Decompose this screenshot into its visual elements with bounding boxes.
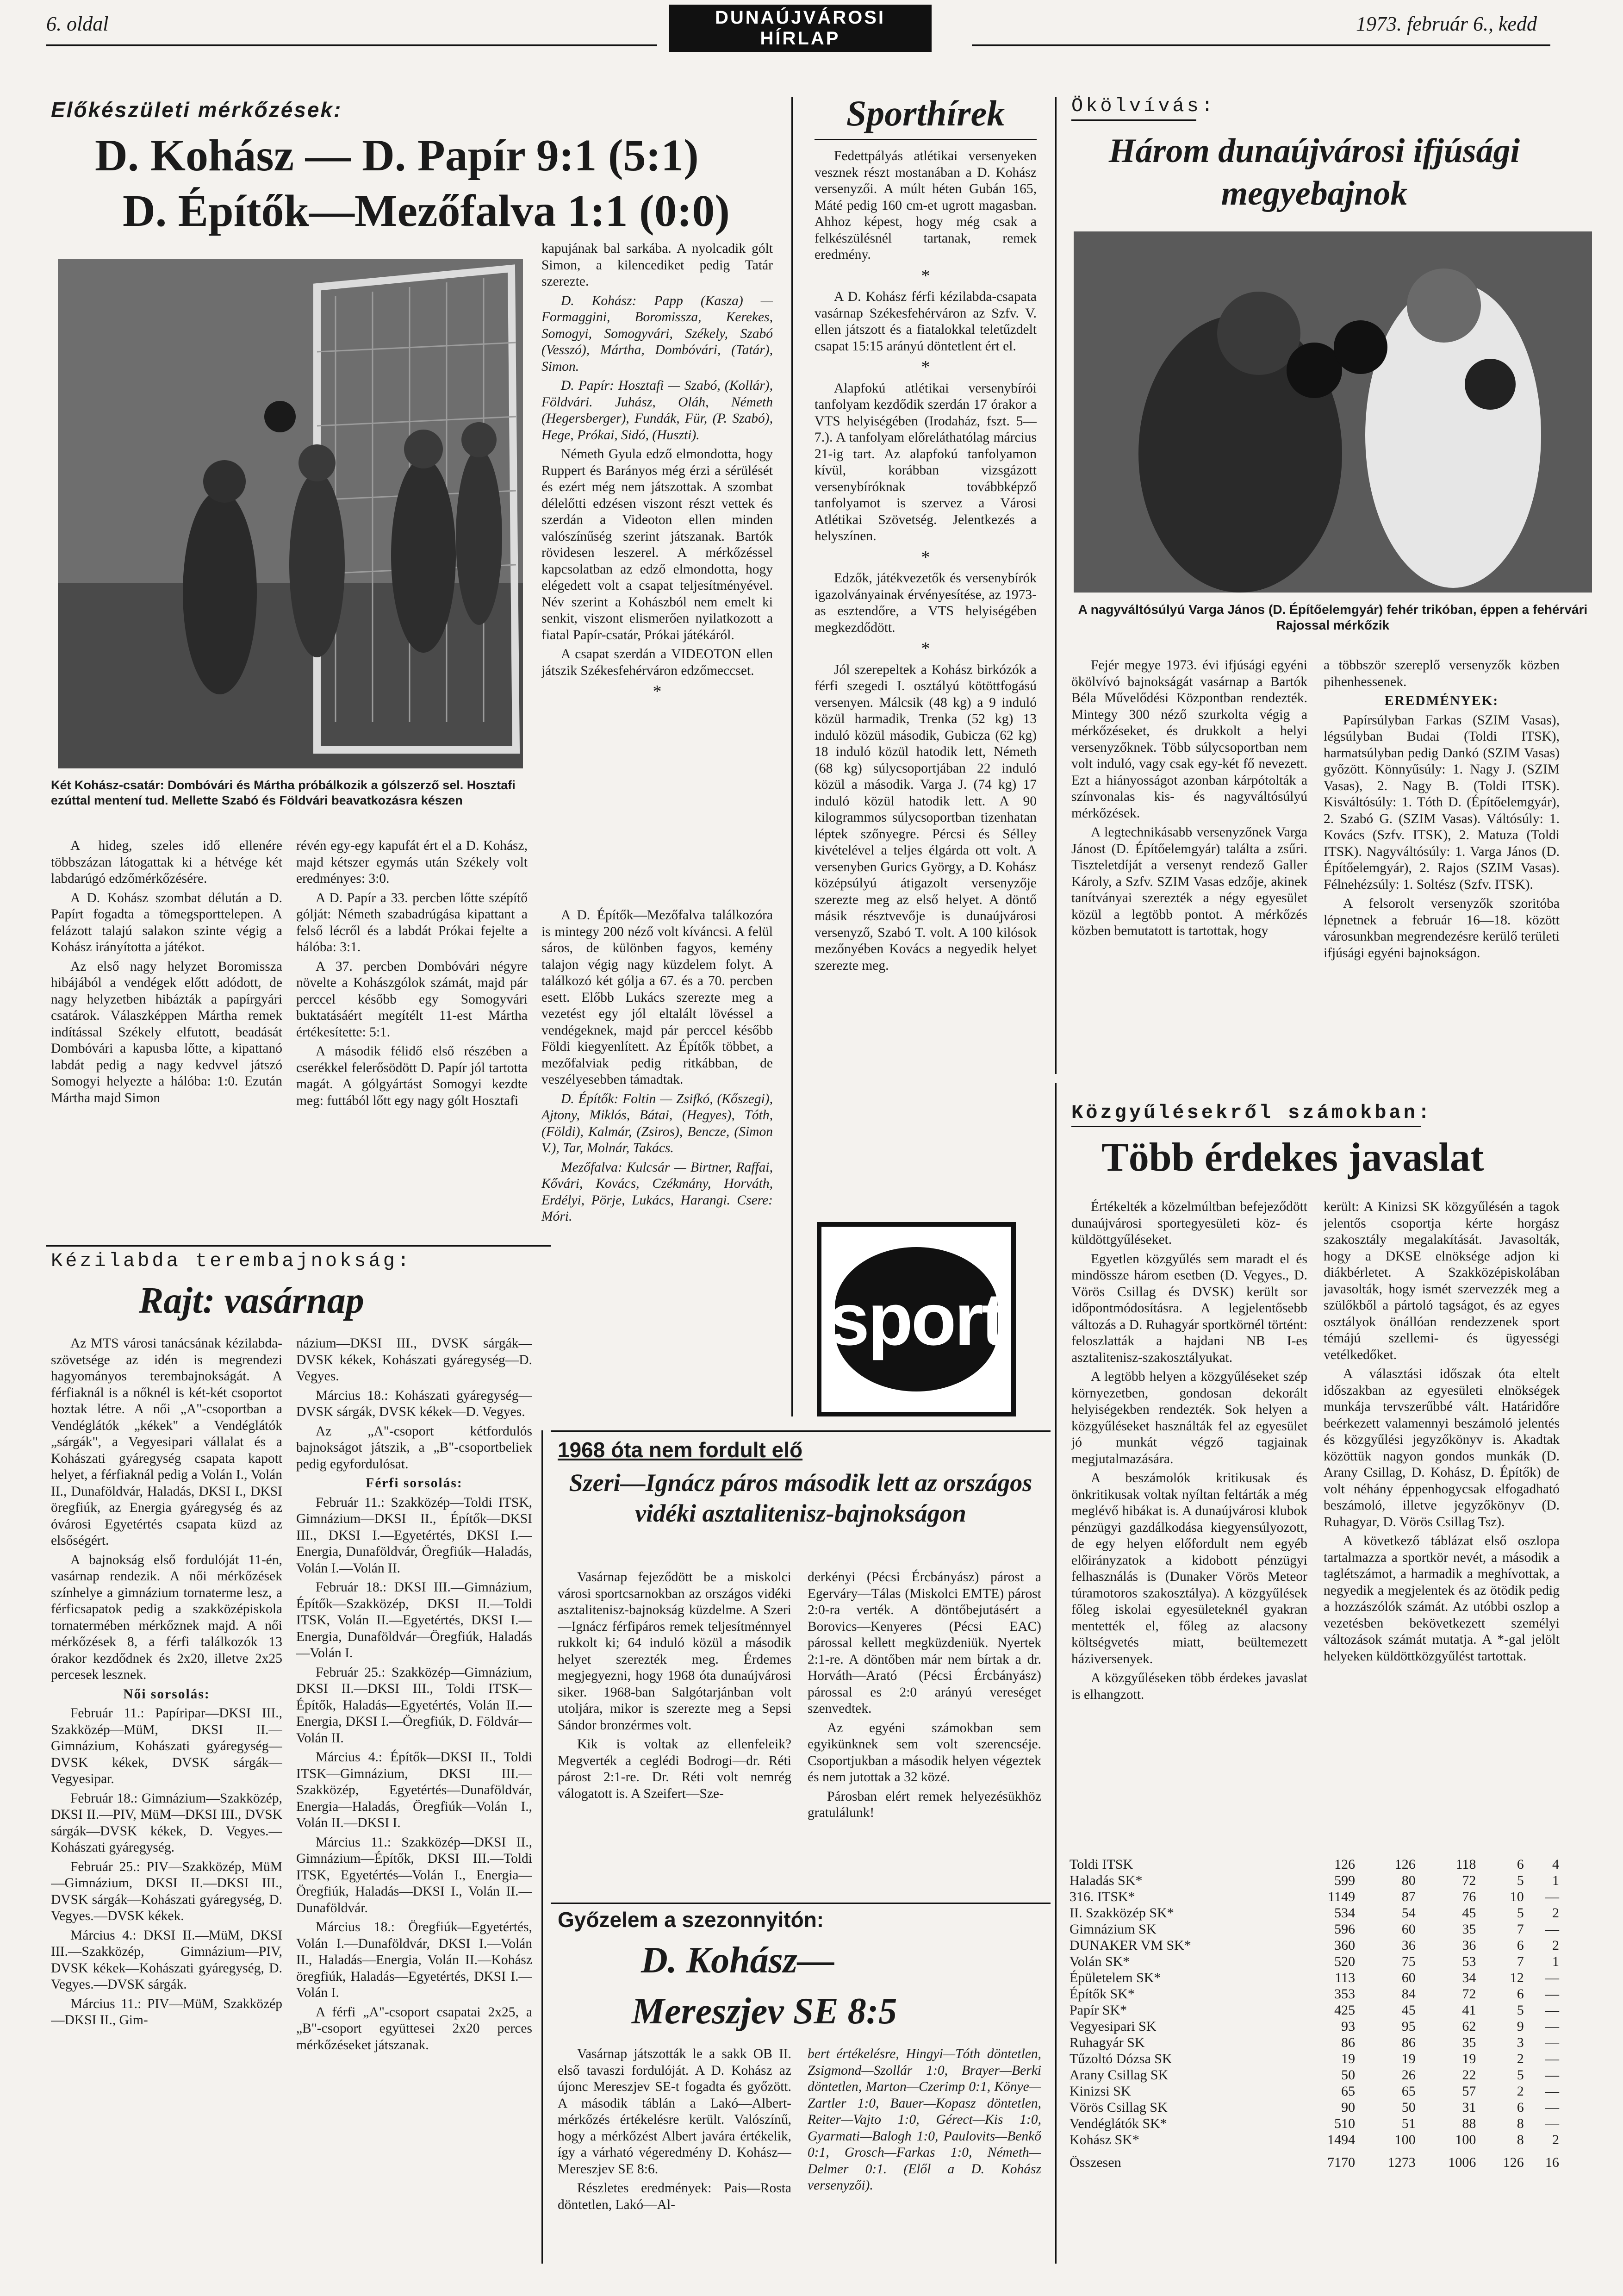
table-cell-number: 1149 xyxy=(1328,1889,1356,1904)
table-cell-number: 100 xyxy=(1455,2132,1476,2147)
table-cell-number: — xyxy=(1545,1922,1559,1937)
table-cell-number: 596 xyxy=(1334,1922,1356,1937)
table-cell-club: Építők SK* xyxy=(1070,1986,1135,2002)
table-cell-number: 90 xyxy=(1341,2100,1356,2115)
issue-date: 1973. február 6., kedd xyxy=(1356,12,1537,35)
table-cell-number: 19 xyxy=(1401,2051,1416,2066)
handball-para: Az MTS városi tanácsának kézilabda-szövetsége az idén is megrendezi hagyományos terembajnokságát. A férfiaknál is a nőknél is két-két csoportot hoztak létre. A női „A"-csoportban a Vendéglátók „kékek" a Vendéglátók „sárgák", a Vegyesipari vállalat és a Kohászati gyáregység csapata kapott helyet, a férfiaknál pedig a Volán I., Volán II., Dunaföldvár, Haladás, DKSI I., DKSI öregfiúk, az Energia gyáregység és az óvárosi Egyetértés csapata küzd az elsőségért. xyxy=(51,1336,282,1548)
table-cell-number: 2 xyxy=(1517,2084,1524,2099)
table-row xyxy=(1067,2083,1562,2099)
boxing-headline: Három dunaújvárosi ifjúsági megyebajnok xyxy=(1108,132,1520,212)
table-cell-number: 88 xyxy=(1462,2116,1476,2131)
table-cell-number: 41 xyxy=(1462,2003,1476,2018)
table-cell-number: 60 xyxy=(1401,1922,1416,1937)
table-cell-number: 7170 xyxy=(1327,2155,1356,2170)
chess-column-1 xyxy=(558,2046,791,2268)
boxing-closing: A felsorolt versenyzők szoritóba lépnetnek a február 16—18. között városunkban megrendezésre kerülő területi ifjúsági egyéni bajnokságon. xyxy=(1324,896,1560,961)
separator-star: * xyxy=(653,682,662,701)
assembly-para: A közgyűléseken több érdekes javaslat is elhangzott. xyxy=(1071,1671,1307,1702)
table-cell-number: — xyxy=(1545,1986,1559,2002)
table-cell-number: — xyxy=(1545,2019,1559,2034)
lineup-kohasz: D. Kohász: Papp (Kasza) — Formaggini, Boromissza, Kerekes, Somogyi, Somogyvári, Székely, Szabó (Vesszó), Mártha, Dombóvári, (Tatár), Simon. xyxy=(541,293,773,374)
table-cell-number: 425 xyxy=(1334,2003,1356,2018)
table-cell-club: Papír SK* xyxy=(1070,2003,1127,2018)
table-cell-number: 100 xyxy=(1394,2132,1416,2147)
tabletennis-column-2 xyxy=(808,1569,1041,1903)
boxing-para: a többször szereplő versenyzők közben pihenhessenek. xyxy=(1324,658,1560,689)
boxing-kicker: Ökölvívás: xyxy=(1071,95,1216,117)
men-draw-item: A férfi „A"-csoport csapatai 2x25, a „B"-csoport együttesei 2x20 perces mérkőzéseket játszanak. xyxy=(296,2004,532,2053)
match-headline-2: D. Építők—Mezőfalva 1:1 (0:0) xyxy=(123,186,730,236)
table-cell-number: 2 xyxy=(1517,2051,1524,2066)
men-draw-item: Február 18.: DKSI III.—Gimnázium, Építők—Szakközép, DKSI II.—Toldi ITSK, Volán II.—Egyetértés, DKSI I.—Energia, Dunaföldvár—Öregfiúk, Haladás—Volán I. xyxy=(296,1580,532,1660)
table-cell-club: Tűzoltó Dózsa SK xyxy=(1070,2051,1172,2066)
masthead: DUNAÚJVÁROSI HÍRLAP xyxy=(669,5,932,52)
table-row xyxy=(1067,1937,1562,1953)
table-cell-number: 534 xyxy=(1334,1905,1356,1921)
lineup-mezofalva: Mezőfalva: Kulcsár — Birtner, Raffai, Kővári, Kovács, Czékmány, Horváth, Erdélyi, Pörje, Lukács, Harangi. Csere: Móri. xyxy=(541,1160,773,1224)
table-row xyxy=(1067,1986,1562,2002)
assembly-headline: Több érdekes javaslat xyxy=(1101,1135,1484,1180)
tabletennis-kicker: 1968 óta nem fordult elő xyxy=(558,1438,803,1462)
separator-star: * xyxy=(921,266,930,286)
chess-para: bert értékelésre, Hingyi—Tóth döntetlen, Zsigmond—Szollár 1:0, Brayer—Berki döntetlen, Marton—Czerimp 0:1, Könye—Zartler 1:0, Bauer—Kopasz döntetlen, Reiter—Vajto 1:0, Gérect—Kis 1:0, Gyarmati—Balogh 1:0, Paulovits—Benkő 0:1, Grosch—Farkas 1:0, Németh—Delmer 0:1. (Elől a D. Kohász versenyzői). xyxy=(808,2046,1041,2193)
football-photo xyxy=(58,259,523,768)
tabletennis-top-rule xyxy=(551,1430,1051,1432)
match-column-2 xyxy=(296,838,528,1257)
assembly-kicker-rule xyxy=(1071,1126,1421,1127)
news-item: Edzők, játékvezetők és versenybírók igazolványainak érvényesítése, az 1973-as esztendőre, a VTS helyiségében megkezdődött. xyxy=(815,571,1037,635)
table-cell-number: 65 xyxy=(1401,2084,1416,2099)
table-cell-club: Toldi ITSK xyxy=(1070,1857,1133,1872)
table-cell-number: 1 xyxy=(1552,1954,1559,1969)
table-cell-club: Arany Csillag SK xyxy=(1070,2067,1169,2083)
table-cell-number: 84 xyxy=(1401,1986,1416,2002)
table-cell-number: 3 xyxy=(1517,2035,1524,2050)
match-para: révén egy-egy kapufát ért el a D. Kohász, majd kétszer egymás után Székely volt eredményes: 3:0. xyxy=(296,838,528,886)
boxing-para: A legtechnikásabb versenyzőnek Varga Jánost (D. Építőelemgyár) találta a zsűri. Tiszteletdíját a versenyt rendező Galler Károly, a Szfv. SZIM Vasas edzője, akinek tanítványai szerezték a négy egyesület közül a legtöbb pontot. A mérkőzés közben bemutatott is tartottak, hogy xyxy=(1071,825,1307,938)
assembly-column-1 xyxy=(1071,1199,1307,1801)
tabletennis-para: derkényi (Pécsi Ércbányász) párost a Egerváry—Tálas (Miskolci EMTE) párost 2:0-ra verték. A döntőbejutásért a Borovics—Kenyeres (Pécsi EAC) párossal kellett megküzdeniük. Nyertek 2:1-re. A döntőben már nem bírtak a dr. Horváth—Arató (Pécsi Ércbányász) párossal es 2:0 arányú vereséget szenvedtek. xyxy=(808,1570,1041,1716)
boxing-column-2 xyxy=(1324,657,1560,1074)
men-draw-item: Március 11.: Szakközép—DKSI II., Gimnázium—Építők, DKSI III.—Toldi ITSK, Egyetértés—Volán I., Energia—Öregfiúk, Haladás—DKSI I., Volán II.—Dunaföldvár. xyxy=(296,1834,532,1915)
match-column-3 xyxy=(541,241,773,907)
table-cell-number: 5 xyxy=(1517,1873,1524,1888)
table-row xyxy=(1067,2034,1562,2051)
women-draw-item: Február 18.: Gimnázium—Szakközép, DKSI II.—PIV, MüM—DKSI III., DVSK sárgák—DVSK kékek, D. Vegyes.—Kohászati gyáregység. xyxy=(51,1791,282,1855)
column-rule xyxy=(791,97,793,1416)
assembly-table-body xyxy=(1067,1856,1562,2171)
table-cell-number: 75 xyxy=(1401,1954,1416,1969)
table-cell-club: Haladás SK* xyxy=(1070,1873,1143,1888)
table-cell-number: 5 xyxy=(1517,1905,1524,1921)
table-cell-number: 34 xyxy=(1462,1970,1476,1985)
table-cell-number: 86 xyxy=(1401,2035,1416,2050)
table-cell-number: 87 xyxy=(1401,1889,1416,1904)
match-para: Az első nagy helyzet Boromissza hibájából a vendégek előtt adódott, de nagy helyzetben hibázták a papírgyári csatárok. Válaszképpen Mártha remek indítással Székely elfutott, beadását Dombóvári a kapusba lőtte, a kipattanó labdát pedig a nagy kedvvel játszó Somogyi helyezte a hálóba: 1:0. Ezután Mártha majd Simon xyxy=(51,959,282,1105)
table-cell-number: 12 xyxy=(1510,1970,1524,1985)
table-cell-club: Volán SK* xyxy=(1070,1954,1130,1969)
table-cell-number: 62 xyxy=(1462,2019,1476,2034)
boxing-photo-caption: A nagyváltósúlyú Varga János (D. Építőelemgyár) fehér trikóban, éppen a fehérvári Rajossal mérkőzik xyxy=(1078,602,1588,632)
lineup-papir: D. Papír: Hosztafi — Szabó, (Kollár), Földvári. Juhász, Oláh, Németh (Hegersberger), Fundák, Für, (P. Szabó), Hege, Prókai, Sidó, (Huszti). xyxy=(541,378,773,443)
women-draw-item: Február 11.: Papíripar—DKSI III., Szakközép—MüM, DKSI II.—Gimnázium, Kohászati gyáregység—DVSK kékek, DVSK sárgák—Vegyesipar. xyxy=(51,1706,282,1786)
sporthirek-title: Sporthírek xyxy=(846,93,1005,133)
men-draw-title: Férfi sorsolás: xyxy=(366,1476,463,1491)
table-row xyxy=(1067,2002,1562,2018)
table-row xyxy=(1067,2132,1562,2148)
table-row xyxy=(1067,1905,1562,1921)
separator-star: * xyxy=(921,639,930,658)
match-column-1 xyxy=(51,838,282,1257)
table-cell-number: 93 xyxy=(1341,2019,1356,2034)
results-title: EREDMÉNYEK: xyxy=(1384,693,1499,708)
separator-star: * xyxy=(921,547,930,567)
table-cell-number: 60 xyxy=(1401,1970,1416,1985)
handball-column-1 xyxy=(51,1335,282,2261)
assembly-para: Értékelték a közelmúltban befejeződött dunaújvárosi sportegyesületi köz- és küldöttgyűléseket. xyxy=(1071,1199,1307,1247)
chess-headline-2: Mereszjev SE 8:5 xyxy=(632,1991,897,2032)
table-cell-number: 353 xyxy=(1334,1986,1356,2002)
table-cell-club: Ruhagyár SK xyxy=(1070,2035,1145,2050)
table-cell-number: 8 xyxy=(1517,2116,1524,2131)
match-para: A második félidő első részében a cserékkel felerősödött D. Papír jól tartotta magát. A gólgyártást Somogyi kezdte meg: futtából lőtt egy nagy gólt Hosztafi xyxy=(296,1044,528,1108)
chess-headline-1: D. Kohász— xyxy=(641,1940,834,1981)
chess-para: Vasárnap játszották le a sakk OB II. első tavaszi fordulóját. A D. Kohász az újonc Mereszjev SE-t fogadta és győzött. A második táblán a Lakó—Albert-mérkőzés értékelésre került. Valószínű, hogy a mérkőzést Albert javára értékelik, így a várható végeredmény D. Kohász—Mereszjev SE 8:6. xyxy=(558,2046,791,2177)
women-draw-item: Február 25.: PIV—Szakközép, MüM—Gimnázium, DKSI II.—DKSI III., DVSK sárgák—Kohászati gyáregység, D. Vegyes.—DVSK kékek. xyxy=(51,1859,282,1923)
match-para: A hideg, szeles idő ellenére többszázan látogattak ki a hétvége két labdarúgó edzőmérkőzésére. xyxy=(51,838,282,886)
boxing-kicker-rule xyxy=(1071,119,1196,121)
table-row xyxy=(1067,2067,1562,2083)
separator-star: * xyxy=(921,357,930,377)
boxing-column-1 xyxy=(1071,657,1307,1074)
table-row xyxy=(1067,1953,1562,1970)
table-cell-number: 7 xyxy=(1517,1922,1524,1937)
football-photo-illustration xyxy=(58,259,523,768)
table-cell-number: 57 xyxy=(1462,2084,1476,2099)
table-cell-number: — xyxy=(1545,2067,1559,2083)
table-cell-number: 360 xyxy=(1334,1938,1356,1953)
table-cell-club: Vörös Csillag SK xyxy=(1070,2100,1168,2115)
column-rule xyxy=(1055,1083,1057,2264)
table-cell-number: 80 xyxy=(1401,1873,1416,1888)
table-cell-number: 72 xyxy=(1462,1986,1476,2002)
assembly-para: A választási időszak óta eltelt időszakban az egyesületi elnökségek munkája tervszerűbbé vált. Határidőre beérkezett valamennyi beszámoló jelentés és közgyűlési jegyzőkönyv is. Akadtak közöttük nagyon gondos munkák (D. Arany Csillag, D. Kohász, D. Építők) de volt néhány éppenhogycsak elfogadható beszámoló, illetve jegyzőkönyv (D. Ruhagyar, D. Vörös Csillag Tsz). xyxy=(1324,1366,1560,1529)
table-cell-number: 10 xyxy=(1510,1889,1524,1904)
boxing-photo xyxy=(1074,231,1592,593)
table-cell-number: 6 xyxy=(1517,1986,1524,2002)
table-row xyxy=(1067,1889,1562,1905)
table-cell-number: — xyxy=(1545,2116,1559,2131)
column-rule xyxy=(1055,97,1057,1074)
women-draw-item: Március 11.: PIV—MüM, Szakközép—DKSI II., Gim- xyxy=(51,1996,282,2028)
chess-para: Részletes eredmények: Pais—Rosta döntetlen, Lakó—Al- xyxy=(558,2181,791,2212)
table-cell-number: 19 xyxy=(1341,2051,1356,2066)
table-cell-number: 36 xyxy=(1401,1938,1416,1953)
table-cell-number: 50 xyxy=(1401,2100,1416,2115)
table-cell-number: — xyxy=(1545,2100,1559,2115)
table-cell-club: Vegyesipari SK xyxy=(1070,2019,1157,2034)
table-cell-number: 4 xyxy=(1552,1857,1559,1872)
table-row xyxy=(1067,2099,1562,2115)
table-cell-number: 50 xyxy=(1341,2067,1356,2083)
table-cell-number: 2 xyxy=(1552,1905,1559,1921)
news-item: Fedettpályás atlétikai versenyeken vesznek részt mostanában a D. Kohász versenyzői. A múlt héten Gubán 165, Máté pedig 160 cm-et ugrott magasban. Ahhoz képest, hogy még csak a felkészülésnél tartanak, remek eredmény. xyxy=(815,149,1037,262)
news-item: Alapfokú atlétikai versenybírói tanfolyam kezdődik szerdán 17 órakor a VTS helyiségében (Irodaház, fszt. 5—7.). A tanfolyam előreláthatólag március 21-ig tart. Az alapfokú tanfolyamon kívül, korábban vizsgázott versenybíróknak továbbképző tanfolyamot is szervez a Városi Atlétikai Szövetség. Jelentkezés a helyszínen. xyxy=(815,381,1037,543)
table-cell-number: 126 xyxy=(1394,1857,1416,1872)
table-row xyxy=(1067,1970,1562,1986)
table-cell-number: 65 xyxy=(1341,2084,1356,2099)
table-cell-number: 95 xyxy=(1401,2019,1416,2034)
column-rule xyxy=(541,1430,543,2264)
table-row xyxy=(1067,2115,1562,2132)
table-row xyxy=(1067,1856,1562,1872)
table-cell-number: 86 xyxy=(1341,2035,1356,2050)
assembly-para: került: A Kinizsi SK közgyűlésén a tagok jelentős csoportja kérte horgász szakosztály megalakítását. Javasolták, hogy a DKSE elnöksége adjon ki diákbérletet. A Szakközépiskolában javasolták, hogy ismét szervezzék meg a szülőkből a pártoló tagságot, és az egyes osztályok önállóan rendezzenek sport témájú szellemi- és ügyességi vetélkedőket. xyxy=(1324,1199,1560,1362)
women-draw-item: Március 4.: DKSI II.—MüM, DKSI III.—Szakközép, Gimnázium—PIV, DVSK kékek—Kohászati gyáregység, D. Vegyes.—DVSK sárgák. xyxy=(51,1928,282,1992)
table-cell-number: 26 xyxy=(1401,2067,1416,2083)
table-cell-number: 5 xyxy=(1517,2003,1524,2018)
table-cell-number: 1006 xyxy=(1448,2155,1476,2170)
table-cell-club: Összesen xyxy=(1070,2155,1121,2170)
news-item: Jól szerepeltek a Kohász birkózók a férfi szegedi I. osztályú kötöttfogású versenyen. Málcsik (48 kg) a 9 induló közül harmadik, Trenka (52 kg) 13 induló közül második, Gubicza (62 kg) 18 induló közül hatodik lett, Németh (68 kg) súlycsoportjában 22 induló közül a második. Varga J. (74 kg) 17 induló közül hatodik lett. A 90 kilogrammos súlycsoportban tizenhatan léptek szőnyegre. Pércsi és Sélley kivételével a teljes élgárda ott volt. A versenyben Gurics György, a D. Kohász középsúlyú átigazolt versenyzője szerezte meg az első helyet. A döntő másik résztvevője is dunaújvárosi versenyző, Szabó T. volt. A 100 kilósok mezőnyében Kovács a negyedik helyet szerezte meg. xyxy=(815,662,1037,973)
handball-para: Március 18.: Kohászati gyáregység—DVSK sárgák, DVSK kékek—D. Vegyes. xyxy=(296,1388,532,1419)
tabletennis-headline: Szeri—Ignácz páros második lett az országos vidéki asztalitenisz-bajnokságon xyxy=(569,1469,1032,1527)
table-cell-number: 126 xyxy=(1334,1857,1356,1872)
lineup-epitok: D. Építők: Foltin — Zsifkó, (Kőszegi), Ajtony, Miklós, Bátai, (Hegyes), Tóth, (Földi), Kalmár, (Zsiros), Bencze, (Simon V.), Tar, Molnár, Takács. xyxy=(541,1091,773,1155)
table-cell-number: 35 xyxy=(1462,2035,1476,2050)
table-cell-number: 1 xyxy=(1552,1873,1559,1888)
tabletennis-para: Kik is voltak az ellenfeleik? Megverték a ceglédi Bodrogi—dr. Réti párost 2:1-re. Dr. Réti volt nemrég válogatott is. A Szeifert—Sze- xyxy=(558,1737,791,1801)
table-cell-number: 5 xyxy=(1517,2067,1524,2083)
men-draw-item: Február 25.: Szakközép—Gimnázium, DKSI II.—DKSI III., Toldi ITSK—Építők, Haladás—Egyetértés, Volán II.—Energia, DKSI I.—Öregfiúk, D. Földvár—Volán II. xyxy=(296,1665,532,1746)
sport-logo xyxy=(817,1222,1016,1416)
table-cell-number: 31 xyxy=(1462,2100,1476,2115)
table-cell-number: — xyxy=(1545,2035,1559,2050)
table-row xyxy=(1067,1872,1562,1889)
handball-top-rule xyxy=(46,1245,551,1247)
table-cell-club: Vendéglátók SK* xyxy=(1070,2116,1167,2131)
handball-column-2 xyxy=(296,1335,532,2261)
assembly-para: Egyetlen közgyűlés sem maradt el és mindössze három esetben (D. Vegyes., D. Vörös Csillag és DVSK) került sor időpontmódosításra. A legjelentősebb változás a D. Ruhagyár sportkörnél történt: feloszlatták a hajdani NB I-es asztalitenisz-szakosztályukat. xyxy=(1071,1251,1307,1365)
match-para: A 37. percben Dombóvári négyre növelte a Kohászgólok számát, majd pár perccel később egy Somogyvári buktatásáért megítélt 11-est Mártha értékesítette: 5:1. xyxy=(296,959,528,1040)
table-row xyxy=(1067,2051,1562,2067)
boxing-results: Papírsúlyban Farkas (SZIM Vasas), légsúlyban Budai (Toldi ITSK), harmatsúlyban pedig Dankó (SZIM Vasas) győzött. Könnyűsúly: 1. Nagy J. (SZIM Vasas), 2. Nagy B. (Toldi ITSK). Kisváltósúly: 1. Tóth D. (Építőelemgyár), 2. Szabó G. (SZIM Vasas). Váltósúly: 1. Kovács (Szfv. ITSK), 2. Matuza (Toldi ITSK). Nagyváltósúly: 1. Varga János (D. Építőelemgyár), 2. Rajos (SZIM Vasas). Félnehézsúly: 1. Soltész (Szfv. ITSK). xyxy=(1324,712,1560,892)
table-cell-club: Gimnázium SK xyxy=(1070,1922,1157,1937)
assembly-para: A beszámolók kritikusak és önkritikusak voltak nyíltan feltárták a még meglévő hibákat is. A dunaújvárosi klubok pénzügyi gazdálkodása kiegyensúlyozott, de egy helyen előfordult nem egyéb előirányzatok a kidobott pénzügyi felhasználás is (Dunaker Vörös Meteor túramotoros szakosztálya). A közgyűlések főleg iskolai egyesületeknél gyakran mentették el, főleg az alacsony költségvetés miatt, beültemezett háziversenyek. xyxy=(1071,1471,1307,1666)
table-cell-club: Kohász SK* xyxy=(1070,2132,1139,2147)
match-kicker: Előkészületi mérkőzések: xyxy=(51,98,342,122)
boxing-photo-illustration xyxy=(1074,231,1592,593)
chess-top-rule xyxy=(551,1903,1051,1904)
table-total-row xyxy=(1067,2148,1562,2171)
table-cell-number: 510 xyxy=(1334,2116,1356,2131)
chess-kicker: Győzelem a szezonnyitón: xyxy=(558,1908,824,1932)
table-cell-number: 51 xyxy=(1401,2116,1416,2131)
table-cell-number: 54 xyxy=(1401,1905,1416,1921)
table-row xyxy=(1067,1921,1562,1937)
epitok-para: A D. Építők—Mezőfalva találkozóra is mintegy 200 néző volt kíváncsi. A felül sáros, de különben fagyos, kemény talajon végig nagy küzdelem folyt. A találkozó két gólja a 67. és a 70. percben esett. Előbb Lukács szerezte meg a vezetést egy jól eltalált lövéssel a vendégeknek, majd pár perccel később Földi kiegyenlített. Az Építők többet, a mezőfalviak pedig ritkábban, de veszélyesebben támadtak. xyxy=(541,908,773,1087)
tabletennis-para: Vasárnap fejeződött be a miskolci városi sportcsarnokban az országos vidéki asztalitenisz-bajnokság küzdelme. A Szeri—Ignácz férfipáros remek teljesítménnyel rukkolt ki; 64 induló közül a második helyet szerezték meg. Érdemes megjegyezni, hogy 1968 óta dunaújvárosi siker. 1968-ban Salgótarjánban volt utoljára, mikor is szerezte meg a Sepsi Sándor bronzérmes volt. xyxy=(558,1570,791,1733)
match-para: A D. Kohász szombat délután a D. Papírt fogadta a tömegsporttelepen. A felázott talajú salakon szinte végig a Kohász irányította a játékot. xyxy=(51,890,282,955)
table-cell-number: 72 xyxy=(1462,1873,1476,1888)
boxing-para: Fejér megye 1973. évi ifjúsági egyéni ökölvívó bajnokságát vasárnap a Bartók Béla Művelődési Központban rendezték. Mintegy 300 néző szurkolta végig a mérkőzéseket, és drukkolt a helyi versenyzőknek. Több súlycsoportban nem volt induló, vagy csak egy-két fő nevezett. Ezt a hiányosságot azonban kárpótolták a színvonalas kis- és nagyváltósúlyú mérkőzések. xyxy=(1071,658,1307,821)
assembly-column-2 xyxy=(1324,1199,1560,1852)
assembly-table xyxy=(1067,1856,1562,2171)
news-item: A D. Kohász férfi kézilabda-csapata vasárnap Székesfehérváron az Szfv. V. ellen játszott és a fiatalokkal teletűzdelt csapat 15:15 arányú döntetlent ért el. xyxy=(815,289,1037,354)
table-cell-number: 9 xyxy=(1517,2019,1524,2034)
table-cell-number: 1494 xyxy=(1327,2132,1356,2147)
men-draw-item: Február 11.: Szakközép—Toldi ITSK, Gimnázium—DKSI II., Építők—DKSI III., DKSI I.—Egyetértés, DKSI I.—Energia, Dunaföldvár, Öregfiúk—Haladás, Volán I.—Volán II. xyxy=(296,1495,532,1576)
match-para: A csapat szerdán a VIDEOTON ellen játszik Székesfehérváron edzőmeccset. xyxy=(541,647,773,678)
table-cell-number: — xyxy=(1545,2051,1559,2066)
table-cell-number: 16 xyxy=(1545,2155,1559,2170)
handball-kicker: Kézilabda terembajnokság: xyxy=(51,1250,412,1272)
table-cell-number: 36 xyxy=(1462,1938,1476,1953)
match-para: kapujának bal sarkába. A nyolcadik gólt Simon, a kilencediket pedig Tatár szerezte. xyxy=(541,241,773,289)
header-rule-left xyxy=(46,44,657,46)
table-cell-number: 53 xyxy=(1462,1954,1476,1969)
handball-headline: Rajt: vasárnap xyxy=(139,1280,364,1321)
sporthirek-rule xyxy=(815,139,1037,140)
page-number: 6. oldal xyxy=(46,12,109,35)
table-cell-club: II. Szakközép SK* xyxy=(1070,1905,1174,1921)
women-draw-title: Női sorsolás: xyxy=(123,1686,210,1702)
table-cell-number: 113 xyxy=(1335,1970,1356,1985)
table-cell-number: 7 xyxy=(1517,1954,1524,1969)
table-cell-number: 45 xyxy=(1401,2003,1416,2018)
sport-logo-text: sport xyxy=(835,1247,998,1391)
table-cell-club: Épületelem SK* xyxy=(1070,1970,1161,1985)
tabletennis-para: Az egyéni számokban sem egyikünknek sem volt szerencséje. Csoportjukban a második helyen végeztek és nem jutottak a 32 közé. xyxy=(808,1720,1041,1784)
table-cell-club: Kinizsi SK xyxy=(1070,2084,1131,2099)
table-cell-number: 19 xyxy=(1462,2051,1476,2066)
table-row xyxy=(1067,2018,1562,2034)
men-draw-item: Március 4.: Építők—DKSI II., Toldi ITSK—Gimnázium, DKSI III.—Szakközép, Egyetértés—Dunaföldvár, Energia—Haladás, Öregfiúk—Volán I., Volán II.—DKSI I. xyxy=(296,1750,532,1830)
table-cell-number: 6 xyxy=(1517,2100,1524,2115)
table-cell-number: 118 xyxy=(1455,1857,1476,1872)
table-cell-number: 45 xyxy=(1462,1905,1476,1921)
sporthirek-column xyxy=(815,148,1037,1250)
header-rule-right xyxy=(972,44,1550,46)
chess-column-2 xyxy=(808,2046,1041,2268)
assembly-para: A legtöbb helyen a közgyűléseket szép környezetben, gondosan dekorált helyiségekben rendezték. Sok helyen a közgyűléseket használták fel az egyesület jó munkát végző tagjainak megjutalmazására. xyxy=(1071,1369,1307,1466)
table-cell-number: 520 xyxy=(1334,1954,1356,1969)
table-cell-number: — xyxy=(1545,1970,1559,1985)
table-cell-number: 126 xyxy=(1503,2155,1524,2170)
handball-para: A bajnokság első fordulóját 11-én, vasárnap rendezik. A női mérkőzések színhelye a gimnázium tornaterme lesz, a férficsapatok pedig a szakközépiskola tornatermében mérkőznek majd. A női mérkőzések 8, a férfi találkozók 13 órakor kezdődnek és 2x20, illetve 2x25 percesek lesznek. xyxy=(51,1552,282,1682)
table-cell-number: 2 xyxy=(1552,1938,1559,1953)
table-cell-number: 2 xyxy=(1552,2132,1559,2147)
epitok-column xyxy=(541,907,773,1426)
table-cell-number: 6 xyxy=(1517,1938,1524,1953)
men-draw-item: Március 18.: Öregfiúk—Egyetértés, Volán I.—Dunaföldvár, DKSI I.—Volán II., Haladás—Energia, Volán II.—Kohász öregfiúk, Haladás—Egyetértés, DKSI I.—Volán I. xyxy=(296,1920,532,2000)
table-cell-club: 316. ITSK* xyxy=(1070,1889,1135,1904)
match-headline-1: D. Kohász — D. Papír 9:1 (5:1) xyxy=(95,131,699,181)
table-cell-number: 599 xyxy=(1334,1873,1356,1888)
tabletennis-para: Párosban elért remek helyezésükhöz gratulálunk! xyxy=(808,1789,1041,1820)
table-cell-number: — xyxy=(1545,1889,1559,1904)
handball-para: Az „A"-csoport kétfordulós bajnokságot játszik, a „B"-csoportbeliek pedig egyfordulósat. xyxy=(296,1423,532,1472)
assembly-para: A következő táblázat első oszlopa tartalmazza a sportkör nevét, a második a taglétszámot, a harmadik a meghívottak, a negyedik a megjelentek és az ötödik pedig a hozzászólók számát. Az utóbbi oszlop a vezetésben bekövetkezett személyi változások számát mutatja. A *-gal jelölt helyeken küldöttközgyűlést tartottak. xyxy=(1324,1534,1560,1664)
table-cell-number: 22 xyxy=(1462,2067,1476,2083)
table-cell-number: 8 xyxy=(1517,2132,1524,2147)
match-para: Németh Gyula edző elmondotta, hogy Ruppert és Barányos még érzi a sérülését és ezért még nem játszottak. A szombat délelőtti edzésen viszont részt vettek és szerdán a Videoton ellen minden valószínűség szerint játszanak. Bartók rövidesen leszerel. A mérkőzéssel kapcsolatban az edző elmondotta, hogy elégedett volt a csapat teljesítményével. Név szerint a Kohászból nem emelt ki senkit, viszont elismerően nyilatkozott a fiatal Papír-csatár, Prókai játékáról. xyxy=(541,447,773,643)
handball-para: názium—DKSI III., DVSK sárgák—DVSK kékek, Kohászati gyáregység—D. Vegyes. xyxy=(296,1336,532,1384)
table-cell-number: 1273 xyxy=(1387,2155,1416,2170)
table-cell-club: DUNAKER VM SK* xyxy=(1070,1938,1191,1953)
table-cell-number: — xyxy=(1545,2003,1559,2018)
football-photo-caption: Két Kohász-csatár: Dombóvári és Mártha próbálkozik a gólszerző sel. Hosztafi ezúttal mentení tud. Mellette Szabó és Földvári beavatkozásra készen xyxy=(51,778,516,807)
assembly-kicker: Közgyűlésekről számokban: xyxy=(1071,1102,1433,1124)
match-para: A D. Papír a 33. percben lőtte szépítő gólját: Németh szabadrúgása kipattant a felső lécről és a labdát Prókai fejelte a hálóba: 3:1. xyxy=(296,890,528,955)
tabletennis-column-1 xyxy=(558,1569,791,1903)
table-cell-number: 35 xyxy=(1462,1922,1476,1937)
table-cell-number: 6 xyxy=(1517,1857,1524,1872)
table-cell-number: 76 xyxy=(1462,1889,1476,1904)
table-cell-number: — xyxy=(1545,2084,1559,2099)
